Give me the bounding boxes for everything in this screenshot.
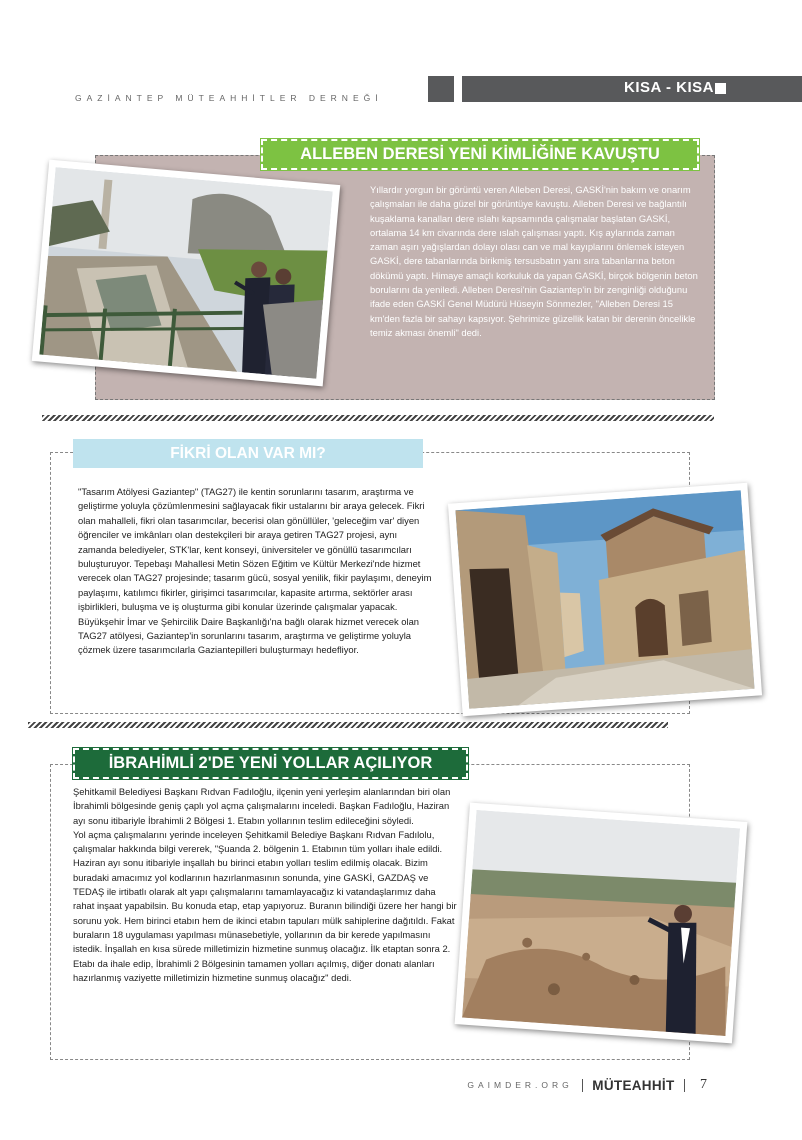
header-square — [428, 76, 454, 102]
article3-photo — [455, 803, 748, 1044]
footer-divider — [582, 1079, 584, 1092]
article1-title: ALLEBEN DERESİ YENİ KİMLİĞİNE KAVUŞTU — [261, 139, 699, 170]
section-separator-2 — [28, 722, 668, 728]
article3-body — [73, 785, 458, 985]
footer-site[interactable]: GAIMDER.ORG — [467, 1080, 573, 1090]
article1-body: Yıllardır yorgun bir görüntü veren Alleben Deresi, GASKİ'nin bakım ve onarım çalışmaları ile daha güzel bir görüntüye kavuştu. Alleben Deresi ve bağlantılı kuşaklama kanalları dere ıslahı kapsamında çalışmalar başlatan GASKİ, ortalama 14 km civarında dere ıslah çalışması yaptı. Kış aylarında zaman zaman aşırı yağışlardan dolayı olası can ve mal kayıplarını önlemek isteyen GASKİ, dere tabanlarında birikmiş tersusbatın yanı sıra tabanlarına beton dökümü yaptı. Himaye amaçlı korkuluk da yapan GASKİ, birçok bölgenin beton borularını da yeniledi. Alleben Deresi'nin Gaziantep'in bir zenginliği olduğunu ifade eden GASKİ Genel Müdürü Hüseyin Sönmezler, "Alleben Deresi 15 km'den fazla bir sahayı kapsıyor. Şehrimize güzellik katan bir derenin öncelikle temiz akması önemli" dedi. — [370, 184, 698, 338]
section-separator — [42, 415, 714, 421]
old-street-image — [455, 490, 754, 708]
organization-name: GAZİANTEP MÜTEAHHİTLER DERNEĞİ — [75, 93, 383, 103]
park-river-image — [39, 167, 332, 379]
magazine-logo: MÜTEAHHİT — [592, 1077, 675, 1093]
section-label: KISA - KISA — [624, 79, 714, 96]
article2-body: "Tasarım Atölyesi Gaziantep" (TAG27) ile kentin sorunlarını tasarım, araştırma ve geliştirme yoluyla çözümlenmesini sağlayacak fikir ustalarını bir araya gelecek. Fikri olan mahalleli, fikri olan tasarımcılar, becerisi olan gönüllüler, 'geleceğim var' diyen öğrenciler ve imkânları olan destekçileri bir araya getiren TAG27 projesi, aynı zamanda belediyeler, STK'lar, kent konseyi, üniversiteler ve gönüllü tasarımcıları buluşturuyor. Tepebaşı Mahallesi Metin Sözen Eğitim ve Kültür Merkezi'nde hizmet verecek olan TAG27 projesinde; tasarım gücü, sosyal yenilik, fikir paylaşımı, deneyim paylaşımı, katılımcı fikirler, girişimci tasarımcılar, kapasite artırma, sektörler arası işbirlikleri, buluşma ve iş oluşturma gibi konular üzerinde çalışmalar yapacak. Büyükşehir İmar ve Şehircilik Daire Başkanlığı'na bağlı olarak hizmet verecek olan TAG27 atölyesi, Gaziantep'in sorunlarını tasarım, araştırma ve geliştirme yoluyla çözmek üzere tasarımcılarla Gaziantepilleri buluşturmayı hedefliyor. — [78, 486, 432, 656]
article3-paragraph-2: Yol açma çalışmalarını yerinde inceleyen Şehitkamil Belediye Başkanı Rıdvan Fadılolu, çalışmalar hakkında bilgi vererek, "Şuanda 2. bölgenin 1. Etabının tüm yolları ihale edildi. Haziran ayı sonu itibariyle inşallah bu birinci etabın yolları teslim edilmiş olacak. Bizim buradaki amacımız yol kodlarının hazırlanmasının sonunda, yine GASKİ, GAZDAŞ ve TEDAŞ ile irtibatlı olarak alt yapı çalışmalarını tamamlayacağız ki vatandaşlarımız daha rahat inşaat yapabilsin. Bu konuda etap, etap yapıyoruz. Buranın bilindiği üzere her hangi bir sorunu yok. Hem birinci etabın hem de ikinci etabın tapuları mülk sahiplerine dağıtıldı. Fakat buraların 18 uygulaması yapılması münasebetiyle, yollarının da bir kerede yapılmasını istedik. İnşallah en kısa sürede milletimizin hizmetine sunmuş olacağız. İlk etaptan sonra 2. Etabı da ihale edip, İbrahimli 2 Bölgesinin tamamen yolları açılmış, diğer donatı alanları hazırlanmış vaziyette milletimizin hizmetine sunmuş olacağız" dedi. — [73, 828, 457, 983]
article3-paragraph-1: Şehitkamil Belediyesi Başkanı Rıdvan Fadıloğlu, ilçenin yeni yerleşim alanlarından biri olan İbrahimli bölgesinde geniş çaplı yol açma çalışmalarını inceledi. Başkan Fadıloğlu, Haziran ayı sonu itibariyle İbrahimli 2 Bölgesi 1. Etabın yollarının teslim edileceğini söyledi. — [73, 786, 451, 826]
footer — [467, 1077, 707, 1093]
road-construction-image — [462, 810, 740, 1036]
section-square-icon — [715, 83, 726, 94]
page-number: 7 — [700, 1077, 707, 1092]
article2-title: FİKRİ OLAN VAR MI? — [73, 439, 423, 468]
article2-photo — [448, 483, 762, 716]
article1-photo — [32, 160, 340, 387]
footer-divider-2 — [684, 1079, 686, 1092]
article3-title: İBRAHİMLİ 2'DE YENİ YOLLAR AÇILIYOR — [73, 748, 468, 779]
